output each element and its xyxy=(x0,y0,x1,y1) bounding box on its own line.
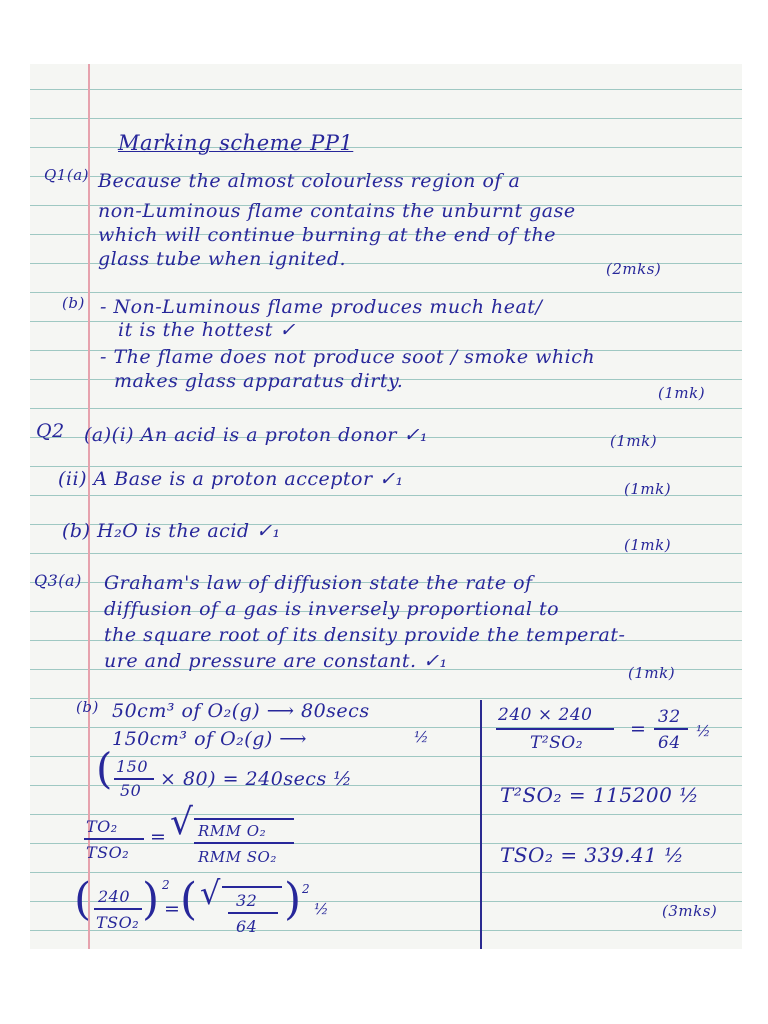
q1a-line-4: glass tube when ignited. xyxy=(98,248,347,270)
q3b-line-3-rest: × 80) = 240secs ½ xyxy=(160,768,353,790)
ratio-rhs-den: RMM SO₂ xyxy=(198,848,277,866)
q3a-marks: (1mk) xyxy=(628,664,676,682)
notebook-page xyxy=(30,64,742,949)
q3a-line-1: Graham's law of diffusion state the rate of xyxy=(104,572,533,594)
q3a-line-3: the square root of its density provide the temperat- xyxy=(104,624,626,646)
q1b-marks: (1mk) xyxy=(658,384,706,402)
q1b-label: (b) xyxy=(62,294,85,312)
ratio-lhs-bar xyxy=(84,838,144,840)
q3b-marks: (3mks) xyxy=(662,902,718,920)
q1a-line-3: which will continue burning at the end of the xyxy=(98,224,557,246)
sq-den: TSO₂ xyxy=(96,913,140,932)
q2b-marks: (1mk) xyxy=(624,536,672,554)
q3a-line-4: ure and pressure are constant. ✓₁ xyxy=(104,650,448,672)
sq-rhs-num: 32 xyxy=(236,891,258,910)
r1-rhs-den: 64 xyxy=(658,733,681,753)
q3b-label: (b) xyxy=(76,698,99,716)
q2aii-marks: (1mk) xyxy=(624,480,672,498)
r3-text: TSO₂ = 339.41 ½ xyxy=(500,843,685,867)
q2b-text: (b) H₂O is the acid ✓₁ xyxy=(62,520,281,542)
working-divider xyxy=(480,700,482,949)
sq-num: 240 xyxy=(98,887,131,906)
sq-equals: = xyxy=(164,898,181,920)
q2ai-marks: (1mk) xyxy=(610,432,658,450)
ratio-rhs-bar xyxy=(194,842,294,844)
r2-text: T²SO₂ = 115200 ½ xyxy=(500,783,700,807)
q1a-line-2: non-Luminous flame contains the unburnt gase xyxy=(98,200,576,222)
r1-num: 240 × 240 xyxy=(498,705,593,725)
q1a-line-1: Because the almost colourless region of a xyxy=(98,170,521,192)
sq-exp-2: 2 xyxy=(302,882,311,896)
q3b-line-2: 150cm³ of O₂(g) ⟶ xyxy=(112,728,308,750)
sq-rhs-paren-close: ) xyxy=(284,874,302,925)
q2-label: Q2 xyxy=(36,420,65,442)
sq-half: ½ xyxy=(314,900,330,918)
ratio-lhs-num: TO₂ xyxy=(86,817,118,836)
q3b-paren-open: ( xyxy=(96,744,113,793)
sqrt-sign-1: √ xyxy=(170,802,194,843)
sq-paren-close: ) xyxy=(142,874,160,925)
r1-rhs-bar xyxy=(654,728,688,730)
q1b-line-3: - The flame does not produce soot / smoke which xyxy=(100,346,596,368)
r1-bar xyxy=(496,728,614,730)
ratio-equals: = xyxy=(150,826,167,848)
sqrt-overbar-2 xyxy=(222,886,282,888)
r1-equals: = xyxy=(630,718,647,740)
sqrt-sign-2: √ xyxy=(200,874,221,912)
q1a-marks: (2mks) xyxy=(606,260,662,278)
q3b-line-1: 50cm³ of O₂(g) ⟶ 80secs xyxy=(112,700,370,722)
q2ai-text: (a)(i) An acid is a proton donor ✓₁ xyxy=(84,424,429,446)
q3b-line-1-half: ½ xyxy=(414,728,430,746)
r1-rhs-num: 32 xyxy=(658,707,681,727)
r1-den: T²SO₂ xyxy=(530,733,584,753)
sq-paren-open: ( xyxy=(74,874,92,925)
q1a-label: Q1(a) xyxy=(44,166,89,184)
page-title: Marking scheme PP1 xyxy=(118,131,354,155)
q1b-line-4: makes glass apparatus dirty. xyxy=(114,370,404,392)
q1b-line-2: it is the hottest ✓ xyxy=(118,319,296,341)
q3a-label: Q3(a) xyxy=(34,571,82,590)
q3b-frac-num: 150 xyxy=(116,757,149,776)
q1b-line-1: - Non-Luminous flame produces much heat/ xyxy=(100,296,543,318)
sq-rhs-bar xyxy=(228,912,278,914)
sq-exp-1: 2 xyxy=(162,878,171,892)
q3b-frac-den: 50 xyxy=(120,781,142,800)
q2aii-text: (ii) A Base is a proton acceptor ✓₁ xyxy=(58,468,404,490)
ratio-rhs-num: RMM O₂ xyxy=(198,822,267,840)
sq-rhs-den: 64 xyxy=(236,917,258,936)
q3a-line-2: diffusion of a gas is inversely proportional to xyxy=(104,598,560,620)
sq-bar xyxy=(94,908,142,910)
r1-half: ½ xyxy=(696,722,712,740)
sq-rhs-paren-open: ( xyxy=(180,874,198,925)
ratio-lhs-den: TSO₂ xyxy=(86,843,130,862)
